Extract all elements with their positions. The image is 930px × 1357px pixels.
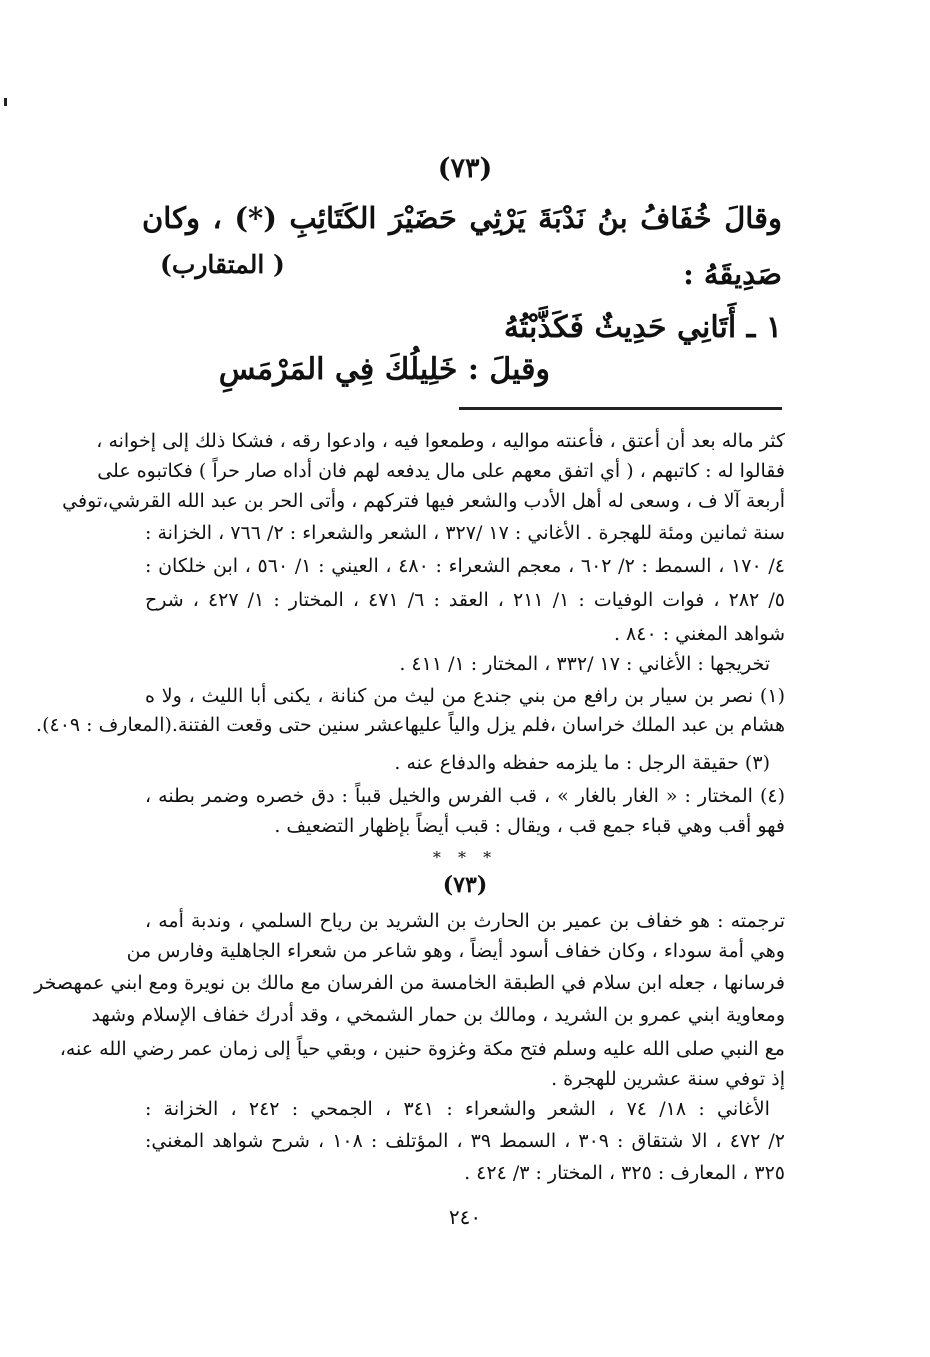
bio-line: فرسانها ، جعله ابن سلام في الطبقة الخامسة من الفرسان مع مالك بن نويرة ومع ابني عمهصخر [34,972,785,994]
footnote-line: ٥/ ٢٨٢ ، فوات الوفيات : ١/ ٢١١ ، العقد : ٦/ ٤٧١ ، المختار : ١/ ٤٢٧ ، شرح [145,589,785,611]
page-number: ٢٤٠ [448,1205,482,1229]
section-separator: * * * [432,848,498,867]
verse-1: ١ ـ أَتَانِي حَدِيثٌ فَكَذَّبْتُهُ [503,310,782,345]
bio-ref-line: الأغاني : ١٨/ ٧٤ ، الشعر والشعراء : ٣٤١ ، الجمحي : ٢٤٢ ، الخزانة : [145,1098,770,1120]
bio-line: ترجمته : هو خفاف بن عمير بن الحارث بن الشريد بن رياح السلمي ، وندبة أمه ، [145,910,785,932]
meter-label: ( المتقارب) [160,250,285,279]
footnote-line: كثر ماله بعد أن أعتق ، فأعنته مواليه ، وطمعوا فيه ، وادعوا رقه ، فشكا ذلك إلى إخوانه ، [96,430,785,452]
bio-ref-line: ٣٢٥ ، المعارف : ٣٢٥ ، المختار : ٣/ ٤٢٤ . [464,1162,785,1184]
bio-ref-line: ٢/ ٤٧٢ ، الا شتقاق : ٣٠٩ ، السمط ٣٩ ، المؤتلف : ١٠٨ ، شرح شواهد المغني: [145,1130,785,1152]
bio-line: وهي أمة سوداء ، وكان خفاف أسود أيضاً ، وهو شاعر من شعراء الجاهلية وفارس من [126,940,785,962]
intro-line-2: صَدِيقَهُ : [683,257,782,291]
bio-line: إذ توفي سنة عشرين للهجرة . [551,1068,785,1090]
bio-line: ومعاوية ابني عمرو بن الشريد ، ومالك بن حمار الشمخي ، وقد أدرك خفاف الإسلام وشهد [91,1004,785,1026]
verse-2: وقيلَ : خَلِيلُكَ فِي المَرْمَسِ [218,352,550,387]
bio-line: مع النبي صلى الله عليه وسلم فتح مكة وغزوة حنين ، وبقي حياً إلى زمان عمر رضي الله عنه، [59,1038,785,1060]
footnote-line: (٣) حقيقة الرجل : ما يلزمه حفظه والدفاع عنه . [394,752,770,774]
footnote-separator-rule [459,407,782,410]
footnote-line: أربعة آلا ف ، وسعى له أهل الأدب والشعر فيها فتركهم ، وأتى الحر بن عبد الله القرشي،توفي [62,490,785,512]
section-number: (٧٣) [442,872,488,898]
intro-line-1: وقالَ خُفَافُ بنُ نَدْبَةَ يَرْثِي حَضَيْرَ الكَتَائِبِ (*) ، وكان [142,201,782,235]
footnote-line: (١) نصر بن سيار بن رافع من بني جندع من ليث من كنانة ، يكنى أبا الليث ، ولا ه [145,685,785,707]
footnote-line: شواهد المغني : ٨٤٠ . [613,623,785,645]
poem-number: (٧٣) [437,153,493,184]
footnote-line: فقالوا له : كاتبهم ، ( أي اتفق معهم على مال يدفعه لهم فان أداه صار حراً ) فكاتبوه على [97,460,785,482]
scan-edge-mark [4,98,7,106]
footnote-line: تخريجها : الأغاني : ١٧ /٣٣٢ ، المختار : ١/ ٤١١ . [399,653,770,675]
footnote-line: سنة ثمانين ومئة للهجرة . الأغاني : ١٧ /٣٢٧ ، الشعر والشعراء : ٢/ ٧٦٦ ، الخزانة : [145,522,785,544]
footnote-line: ٤/ ١٧٠ ، السمط : ٢/ ٦٠٢ ، معجم الشعراء : ٤٨٠ ، العيني : ١/ ٥٦٠ ، ابن خلكان : [145,555,785,577]
footnote-line: (٤) المختار : « الغار بالغار » ، قب الفرس والخيل قبباً : دق خصره وضمر بطنه ، [145,785,785,807]
footnote-line: فهو أقب وهي قباء جمع قب ، ويقال : قبب أيضاً بإظهار التضعيف . [274,815,785,837]
footnote-line: هشام بن عبد الملك خراسان ،فلم يزل والياً عليهاعشر سنين حتى وقعت الفتنة.(المعارف : ٤٠٩). [36,714,785,736]
